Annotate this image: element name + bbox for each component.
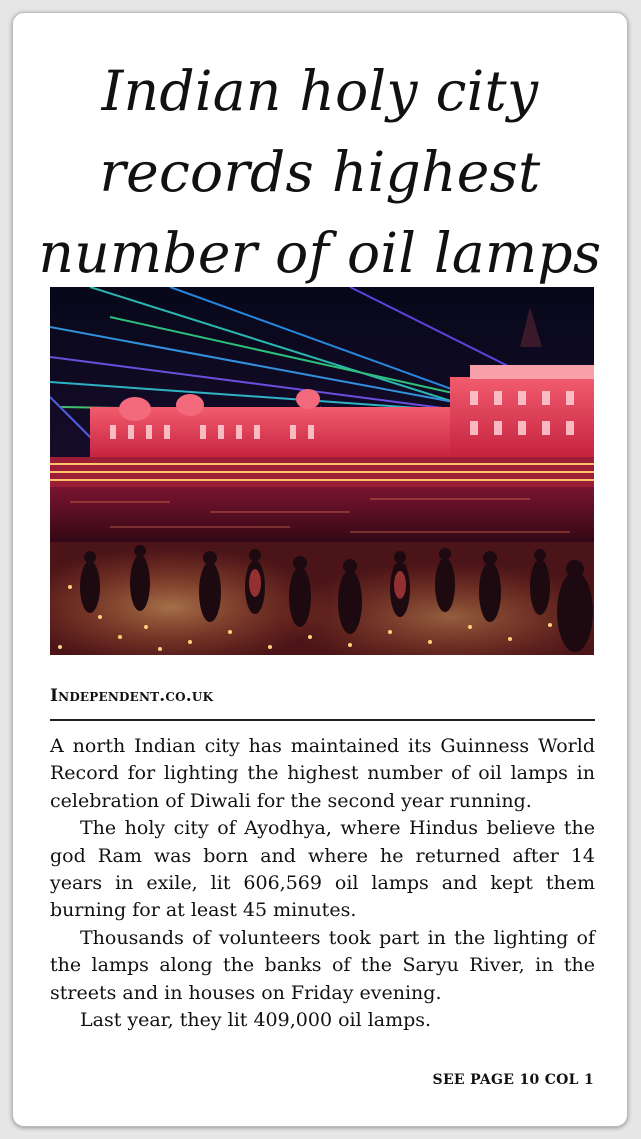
headline-line: number of oil lamps bbox=[38, 221, 602, 285]
paragraph: Last year, they lit 409,000 oil lamps. bbox=[80, 1009, 432, 1032]
headline-line: Indian holy city bbox=[101, 59, 539, 123]
paragraph: A north Indian city has maintained its Guinness World Record for lighting the highest number of oil lamps in celebration of Diwali for the second year running. bbox=[50, 735, 595, 812]
paragraph: The holy city of Ayodhya, where Hindus believe the god Ram was born and where he returned after 14 years in exile, lit 606,569 oil lamps and kept them burning for at least 45 minutes. bbox=[50, 817, 595, 922]
continuation-note: SEE PAGE 10 COL 1 bbox=[432, 1072, 594, 1088]
divider bbox=[50, 719, 595, 721]
article-body bbox=[50, 733, 595, 1034]
article-card bbox=[12, 12, 628, 1127]
headline-line: records highest bbox=[99, 140, 541, 204]
diwali-ghat-photo bbox=[50, 287, 594, 655]
source-credit: Independent.co.uk bbox=[50, 686, 214, 706]
paragraph: Thousands of volunteers took part in the lighting of the lamps along the banks of the Saryu River, in the streets and in houses on Friday evening. bbox=[50, 926, 595, 1004]
headline bbox=[13, 51, 627, 294]
